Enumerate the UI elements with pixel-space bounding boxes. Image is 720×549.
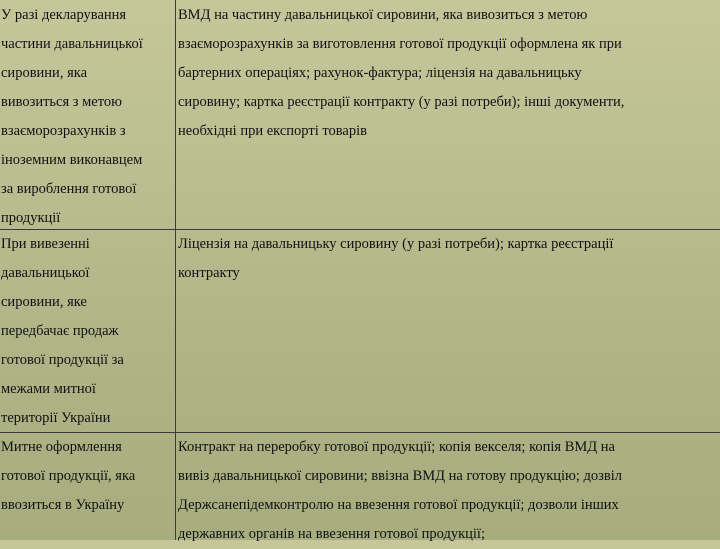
text-line: продукції	[1, 210, 61, 226]
text-line: готової продукції за	[1, 352, 124, 368]
text-line: передбачає продаж	[1, 323, 119, 339]
text-line: іноземним виконавцем	[1, 152, 143, 168]
text-line: давальницької	[1, 265, 90, 281]
text-line: межами митної	[1, 381, 96, 397]
text-line: частини давальницької	[1, 36, 143, 52]
text-line: готової продукції, яка	[1, 468, 136, 484]
row-2-documents-cell	[178, 230, 718, 288]
text-line: сировини, яка	[1, 65, 88, 81]
row-1-condition-cell	[1, 1, 173, 233]
text-line: Контракт на переробку готової продукції; копія векселя; копія ВМД на	[178, 439, 615, 455]
text-line: вивіз давальницької сировини; ввізна ВМД на готову продукцію; дозвіл	[178, 468, 622, 484]
text-line: необхідні при експорті товарів	[178, 123, 367, 139]
text-line: взаєморозрахунків за виготовлення готової продукції оформлена як при	[178, 36, 622, 52]
row-1-documents-cell	[178, 1, 718, 146]
text-line: У разі декларування	[1, 7, 127, 23]
row-2-condition-cell	[1, 230, 173, 433]
text-line: взаєморозрахунків з	[1, 123, 126, 139]
row-3-condition-cell	[1, 433, 173, 520]
column-divider	[175, 0, 176, 540]
text-line: Митне оформлення	[1, 439, 122, 455]
text-line: бартерних операціях; рахунок-фактура; ліцензія на давальницьку	[178, 65, 582, 81]
text-line: При вивезенні	[1, 236, 90, 252]
text-line: Держсанепідемконтролю на ввезення готової продукції; дозволи інших	[178, 497, 619, 513]
text-line: території України	[1, 410, 111, 426]
text-line: ввозиться в Україну	[1, 497, 125, 513]
text-line: контракту	[178, 265, 240, 281]
text-line: сировину; картка реєстрації контракту (у разі потреби); інші документи,	[178, 94, 625, 110]
text-line: Ліцензія на давальницьку сировину (у разі потреби); картка реєстрації	[178, 236, 614, 252]
text-line: сировини, яке	[1, 294, 87, 310]
text-line: ВМД на частину давальницької сировини, яка вивозиться з метою	[178, 7, 588, 23]
text-line: державних органів на ввезення готової продукції;	[178, 526, 485, 542]
row-3-documents-cell	[178, 433, 718, 549]
text-line: за вироблення готової	[1, 181, 137, 197]
text-line: вивозиться з метою	[1, 94, 122, 110]
